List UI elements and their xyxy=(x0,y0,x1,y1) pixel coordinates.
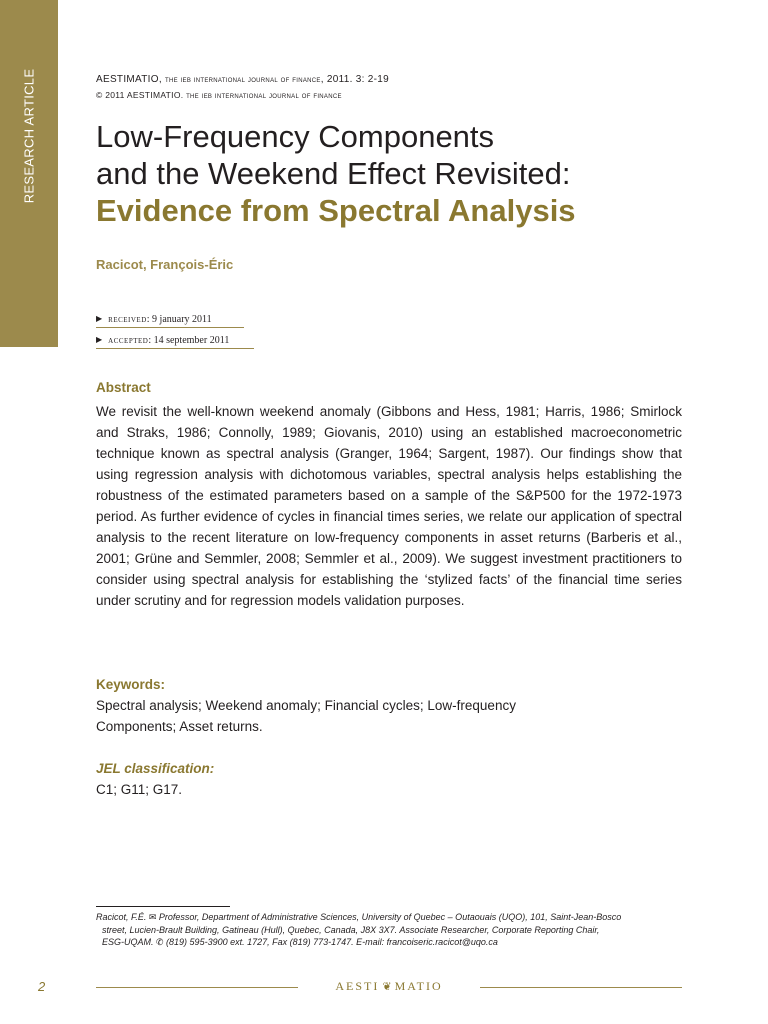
accepted-label: accepted xyxy=(108,335,149,346)
journal-name: AESTIMATIO, xyxy=(96,74,165,85)
journal-subtitle: the ieb international journal of finance xyxy=(164,74,321,84)
footer-divider-left xyxy=(96,987,298,988)
brand-left: AESTI xyxy=(335,979,380,993)
triangle-bullet-icon: ▶ xyxy=(96,314,103,323)
accepted-value: : 14 september 2011 xyxy=(148,335,230,346)
article-type-text: RESEARCH ARTICLE xyxy=(21,68,37,204)
title-line-1: Low-Frequency Components xyxy=(96,119,495,154)
received-label: received xyxy=(108,314,147,325)
keywords-line-2: Components; Asset returns. xyxy=(96,719,263,734)
brand-right: MATIO xyxy=(394,979,443,993)
footer-brand xyxy=(300,979,478,994)
jel-text: C1; G11; G17. xyxy=(96,782,183,797)
accepted-date xyxy=(96,335,254,349)
page-number: 2 xyxy=(38,979,46,994)
footnote-line-2: street, Lucien-Brault Building, Gatineau (Hull), Quebec, Canada, J8X 3X7. Associate Researcher, Corporate Reporting Chair, xyxy=(102,924,600,935)
author-name: Racicot, François-Éric xyxy=(96,257,234,272)
article-title xyxy=(96,118,716,229)
author-footnote xyxy=(96,911,686,949)
received-date xyxy=(96,314,244,328)
title-line-2: and the Weekend Effect Revisited: xyxy=(96,156,571,191)
copyright-prefix: © 2011 AESTIMATIO. xyxy=(96,90,187,100)
footnote-line-3: ESG-UQAM. ✆ (819) 595-3900 ext. 1727, Fax (819) 773-1747. E-mail: francoiseric.racicot@uqo.ca xyxy=(102,937,498,947)
copyright-subtitle: the ieb international journal of finance xyxy=(186,90,342,100)
journal-reference: , 2011. 3: 2-19 xyxy=(320,74,389,85)
footnote-divider xyxy=(96,906,230,907)
footer-divider-right xyxy=(480,987,682,988)
jel-heading: JEL classification: xyxy=(96,761,215,776)
keywords-heading: Keywords: xyxy=(96,677,166,692)
abstract-heading: Abstract xyxy=(96,380,151,395)
footnote-line-1: Racicot, F.É. ✉ Professor, Department of Administrative Sciences, University of Quebec – Outaouais (UQO), 101, Saint-Jean-Bosco xyxy=(96,912,622,922)
keywords-text xyxy=(96,695,682,737)
journal-citation xyxy=(96,74,389,85)
ornament-icon: ❦ xyxy=(382,981,392,993)
copyright-line xyxy=(96,90,342,100)
title-subtitle: Evidence from Spectral Analysis xyxy=(96,193,576,228)
received-value: : 9 january 2011 xyxy=(146,314,212,325)
article-type-label xyxy=(0,0,58,347)
keywords-line-1: Spectral analysis; Weekend anomaly; Financial cycles; Low-frequency xyxy=(96,698,516,713)
abstract-text: We revisit the well-known weekend anomaly (Gibbons and Hess, 1981; Harris, 1986; Smirlock and Straks, 1986; Connolly, 1989; Giovanis, 2010) using an established macroeconometric technique known as spectral analysis (Granger, 1964; Sargent, 1987). Our findings show that using regression analysis with dichotomous variables, spectral analysis helps establishing the robustness of the estimated parameters based on a sample of the S&P500 for the 1972-1973 period. As further evidence of cycles in financial times series, we relate our application of spectral analysis to the recent literature on low-frequency components in asset returns (Barberis et al., 2001; Grüne and Semmler, 2008; Semmler et al., 2009). We suggest investment practitioners to consider using spectral analysis for establishing the ‘stylized facts’ of the financial time series under scrutiny and for regression models validation purposes. xyxy=(96,404,682,608)
triangle-bullet-icon: ▶ xyxy=(96,335,103,344)
